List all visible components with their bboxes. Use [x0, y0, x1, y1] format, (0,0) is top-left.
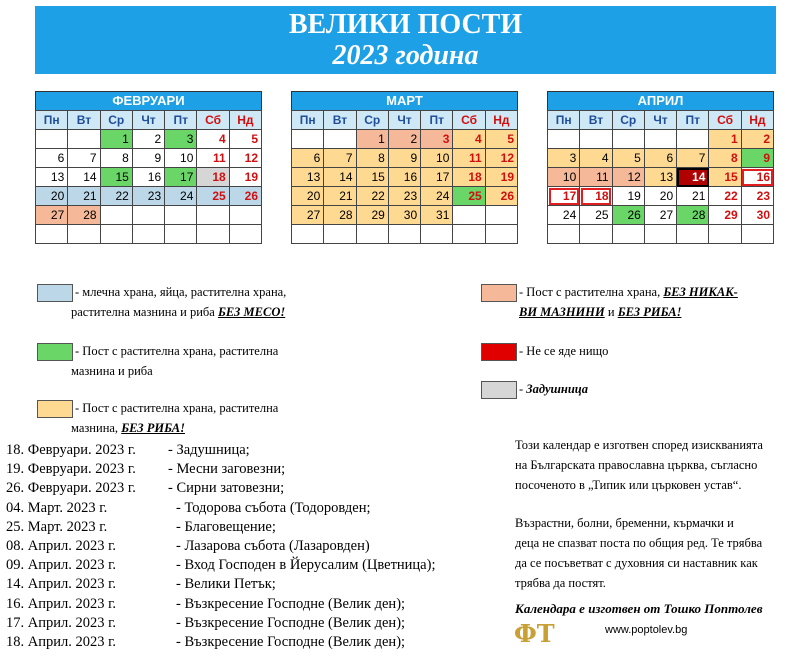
day-cell: 2 [741, 130, 773, 149]
empty-cell [292, 225, 324, 244]
weekday-header: Ср [612, 111, 644, 130]
weekday-header: Нд [229, 111, 261, 130]
day-cell: 17 [421, 168, 453, 187]
legend-emphasis: БЕЗ РИБА! [617, 305, 682, 319]
day-cell: 30 [741, 206, 773, 225]
day-cell: 11 [580, 168, 612, 187]
week-row [36, 130, 262, 149]
weekday-header: Сб [197, 111, 229, 130]
empty-cell [68, 130, 100, 149]
day-cell: 2 [388, 130, 420, 149]
empty-cell [388, 225, 420, 244]
day-cell: 9 [388, 149, 420, 168]
note-line: да се посъветват с духовния си наставник как [515, 556, 758, 570]
day-cell: 31 [421, 206, 453, 225]
legend-text: - Пост с растителна храна, растителна [75, 401, 279, 415]
day-cell: 3 [548, 149, 580, 168]
holiday-date: 18. Февруари. 2023 г. [6, 442, 136, 458]
empty-cell [421, 225, 453, 244]
day-cell: 5 [485, 130, 517, 149]
day-cell: 8 [709, 149, 741, 168]
empty-cell [197, 206, 229, 225]
day-cell: 27 [292, 206, 324, 225]
day-cell: 13 [36, 168, 68, 187]
day-cell: 22 [356, 187, 388, 206]
empty-cell [324, 130, 356, 149]
holiday-name: - Възкресение Господне (Велик ден); [176, 595, 406, 612]
holiday-name: - Задушница; [168, 442, 250, 458]
day-cell: 25 [580, 206, 612, 225]
weekday-header: Вт [68, 111, 100, 130]
week-row [292, 149, 518, 168]
day-cell: 22 [709, 187, 741, 206]
day-cell: 18 [580, 187, 612, 206]
holiday-name: - Сирни затовезни; [168, 480, 285, 497]
note-paragraph-1 [515, 435, 763, 495]
empty-cell [453, 206, 485, 225]
day-cell: 15 [356, 168, 388, 187]
calendar-april [547, 91, 774, 244]
empty-cell [165, 225, 197, 244]
day-cell: 3 [165, 130, 197, 149]
day-cell: 24 [548, 206, 580, 225]
weekday-header: Нд [485, 111, 517, 130]
weekday-header: Вт [324, 111, 356, 130]
author-credit: Календара е изготвен от Тошко Поптолев [515, 601, 763, 616]
empty-cell [165, 206, 197, 225]
empty-cell [68, 225, 100, 244]
legend-swatch-green [37, 343, 73, 361]
day-cell: 19 [485, 168, 517, 187]
day-cell: 4 [453, 130, 485, 149]
holiday-name: - Благовещение; [176, 518, 276, 535]
weekday-header: Пт [677, 111, 709, 130]
day-cell: 28 [68, 206, 100, 225]
day-cell: 11 [197, 149, 229, 168]
week-row [292, 187, 518, 206]
weekday-header: Чт [388, 111, 420, 130]
legend-green [71, 341, 279, 381]
empty-cell [644, 130, 676, 149]
day-cell: 13 [292, 168, 324, 187]
holiday-name: - Лазарова събота (Лазаровден) [176, 537, 370, 554]
day-cell: 18 [453, 168, 485, 187]
legend-yellow [71, 398, 279, 438]
day-cell: 3 [421, 130, 453, 149]
month-name: АПРИЛ [547, 91, 774, 110]
day-cell: 16 [388, 168, 420, 187]
week-row [292, 130, 518, 149]
week-row [548, 149, 774, 168]
empty-cell [132, 206, 164, 225]
day-cell: 6 [36, 149, 68, 168]
holiday-date: 18. Април. 2023 г. [6, 633, 117, 650]
day-cell: 30 [388, 206, 420, 225]
legend-emphasis: Задушница [526, 382, 588, 396]
day-cell: 11 [453, 149, 485, 168]
day-cell: 13 [644, 168, 676, 187]
note-line: Този календар е изготвен според изискванията [515, 438, 763, 452]
day-cell: 14 [677, 168, 709, 187]
day-cell: 25 [197, 187, 229, 206]
note-line: Възрастни, болни, бременни, кърмачки и [515, 516, 734, 530]
day-cell: 24 [421, 187, 453, 206]
legend-text: мазнина, [71, 421, 122, 435]
day-cell: 7 [324, 149, 356, 168]
empty-cell [548, 130, 580, 149]
legend-text: растителна мазнина и риба [71, 305, 218, 319]
day-cell: 12 [229, 149, 261, 168]
day-cell: 15 [709, 168, 741, 187]
day-cell: 18 [197, 168, 229, 187]
empty-cell [677, 225, 709, 244]
weekday-header: Пн [548, 111, 580, 130]
calendar-march [291, 91, 518, 244]
weekday-header: Пт [165, 111, 197, 130]
day-cell: 12 [612, 168, 644, 187]
month-grid [291, 110, 518, 244]
day-cell: 1 [709, 130, 741, 149]
month-name: МАРТ [291, 91, 518, 110]
day-cell: 23 [741, 187, 773, 206]
day-cell: 21 [68, 187, 100, 206]
day-cell: 12 [485, 149, 517, 168]
legend-swatch-blue [37, 284, 73, 302]
weekday-header: Ср [356, 111, 388, 130]
legend-emphasis: БЕЗ РИБА! [121, 421, 185, 435]
day-cell: 7 [677, 149, 709, 168]
week-row [548, 206, 774, 225]
weekday-header: Сб [453, 111, 485, 130]
holiday-date: 08. Април. 2023 г. [6, 537, 117, 554]
page-subtitle: 2023 година [332, 40, 479, 71]
day-cell: 20 [644, 187, 676, 206]
day-cell: 5 [229, 130, 261, 149]
day-cell: 15 [100, 168, 132, 187]
empty-cell [612, 225, 644, 244]
empty-cell [100, 225, 132, 244]
week-row [292, 225, 518, 244]
legend-pink [519, 282, 738, 322]
empty-cell [548, 225, 580, 244]
legend-emphasis: БЕЗ НИКАК- [663, 285, 738, 299]
note-paragraph-2 [515, 513, 762, 593]
calendar-february [35, 91, 262, 244]
holiday-date: 04. Март. 2023 г. [6, 499, 108, 516]
day-cell: 21 [677, 187, 709, 206]
weekday-header: Пт [421, 111, 453, 130]
empty-cell [580, 225, 612, 244]
weekday-header: Пн [292, 111, 324, 130]
day-cell: 19 [229, 168, 261, 187]
empty-cell [485, 206, 517, 225]
legend-text: мазнина и риба [71, 364, 153, 378]
day-cell: 14 [68, 168, 100, 187]
holiday-date: 09. Април. 2023 г. [6, 557, 117, 574]
week-row [36, 225, 262, 244]
empty-cell [677, 130, 709, 149]
empty-cell [197, 225, 229, 244]
day-cell: 25 [453, 187, 485, 206]
page-header [35, 6, 776, 74]
month-grid [547, 110, 774, 244]
day-cell: 7 [68, 149, 100, 168]
day-cell: 21 [324, 187, 356, 206]
empty-cell [132, 225, 164, 244]
day-cell: 19 [612, 187, 644, 206]
day-cell: 2 [132, 130, 164, 149]
week-row [36, 206, 262, 225]
day-cell: 6 [644, 149, 676, 168]
week-row [548, 187, 774, 206]
week-row [36, 187, 262, 206]
day-cell: 1 [356, 130, 388, 149]
day-cell: 17 [548, 187, 580, 206]
weekday-header: Чт [132, 111, 164, 130]
week-row [548, 130, 774, 149]
weekday-header: Ср [100, 111, 132, 130]
legend-blue [71, 282, 287, 322]
week-row [36, 149, 262, 168]
legend-swatch-red [481, 343, 517, 361]
empty-cell [324, 225, 356, 244]
legend-emphasis: ВИ МАЗНИНИ [519, 305, 605, 319]
holiday-date: 14. Април. 2023 г. [6, 576, 117, 593]
holiday-date: 26. Февруари. 2023 г. [6, 480, 136, 497]
legend-red: - Не се яде нищо [519, 344, 609, 358]
day-cell: 10 [548, 168, 580, 187]
note-line: трябва да постят. [515, 576, 606, 590]
day-cell: 27 [644, 206, 676, 225]
empty-cell [36, 225, 68, 244]
day-cell: 1 [100, 130, 132, 149]
day-cell: 5 [612, 149, 644, 168]
day-cell: 23 [132, 187, 164, 206]
holiday-name: - Възкресение Господне (Велик ден); [176, 633, 406, 650]
day-cell: 28 [677, 206, 709, 225]
legend-swatch-gray [481, 381, 517, 399]
day-cell: 4 [197, 130, 229, 149]
week-row [36, 168, 262, 187]
holiday-name: - Велики Петък; [176, 576, 276, 593]
day-cell: 10 [165, 149, 197, 168]
day-cell: 10 [421, 149, 453, 168]
note-line: посоченото в „Типик или църковен устав“. [515, 478, 742, 492]
author-logo: ФТ [514, 619, 555, 648]
month-grid [35, 110, 262, 244]
legend-text: - [519, 382, 527, 396]
website-link[interactable]: www.poptolev.bg [605, 624, 688, 636]
day-cell: 27 [36, 206, 68, 225]
week-row [548, 168, 774, 187]
holiday-name: - Възкресение Господне (Велик ден); [176, 614, 406, 631]
empty-cell [741, 225, 773, 244]
day-cell: 4 [580, 149, 612, 168]
day-cell: 8 [356, 149, 388, 168]
legend-emphasis: БЕЗ МЕСО! [217, 305, 286, 319]
day-cell: 22 [100, 187, 132, 206]
empty-cell [292, 130, 324, 149]
empty-cell [580, 130, 612, 149]
day-cell: 23 [388, 187, 420, 206]
holiday-date: 19. Февруари. 2023 г. [6, 461, 136, 478]
day-cell: 26 [229, 187, 261, 206]
empty-cell [36, 130, 68, 149]
day-cell: 29 [356, 206, 388, 225]
legend-gray [519, 379, 588, 399]
empty-cell [229, 206, 261, 225]
holiday-name: - Тодорова събота (Тодоровден; [176, 499, 371, 516]
empty-cell [453, 225, 485, 244]
empty-cell [100, 206, 132, 225]
holiday-name: - Вход Господен в Йерусалим (Цветница); [176, 557, 436, 574]
weekday-header: Пн [36, 111, 68, 130]
note-line: на Българската православна църква, съгласно [515, 458, 758, 472]
day-cell: 17 [165, 168, 197, 187]
legend-text: - млечна храна, яйца, растителна храна, [75, 285, 287, 299]
empty-cell [229, 225, 261, 244]
day-cell: 28 [324, 206, 356, 225]
note-line: деца не спазват поста по общия ред. Те трябва [515, 536, 763, 550]
day-cell: 16 [741, 168, 773, 187]
day-cell: 24 [165, 187, 197, 206]
page-title: ВЕЛИКИ ПОСТИ [288, 9, 523, 40]
day-cell: 9 [132, 149, 164, 168]
day-cell: 20 [292, 187, 324, 206]
day-cell: 20 [36, 187, 68, 206]
weekday-header: Вт [580, 111, 612, 130]
holiday-date: 17. Април. 2023 г. [6, 614, 117, 631]
day-cell: 6 [292, 149, 324, 168]
holiday-name: - Месни заговезни; [168, 461, 286, 478]
day-cell: 8 [100, 149, 132, 168]
day-cell: 16 [132, 168, 164, 187]
weekday-header: Чт [644, 111, 676, 130]
weekday-header: Сб [709, 111, 741, 130]
legend-text: - Пост с растителна храна, растителна [75, 344, 279, 358]
day-cell: 26 [612, 206, 644, 225]
day-cell: 14 [324, 168, 356, 187]
empty-cell [709, 225, 741, 244]
holiday-date: 16. Април. 2023 г. [6, 595, 117, 612]
day-cell: 29 [709, 206, 741, 225]
week-row [292, 168, 518, 187]
empty-cell [485, 225, 517, 244]
weekday-header: Нд [741, 111, 773, 130]
holiday-date: 25. Март. 2023 г. [6, 518, 108, 535]
empty-cell [612, 130, 644, 149]
day-cell: 9 [741, 149, 773, 168]
week-row [292, 206, 518, 225]
legend-swatch-yellow [37, 400, 73, 418]
empty-cell [644, 225, 676, 244]
day-cell: 26 [485, 187, 517, 206]
legend-swatch-pink [481, 284, 517, 302]
legend-text: и [604, 305, 618, 319]
legend-text: - Пост с растителна храна, [519, 285, 664, 299]
empty-cell [356, 225, 388, 244]
week-row [548, 225, 774, 244]
month-name: ФЕВРУАРИ [35, 91, 262, 110]
